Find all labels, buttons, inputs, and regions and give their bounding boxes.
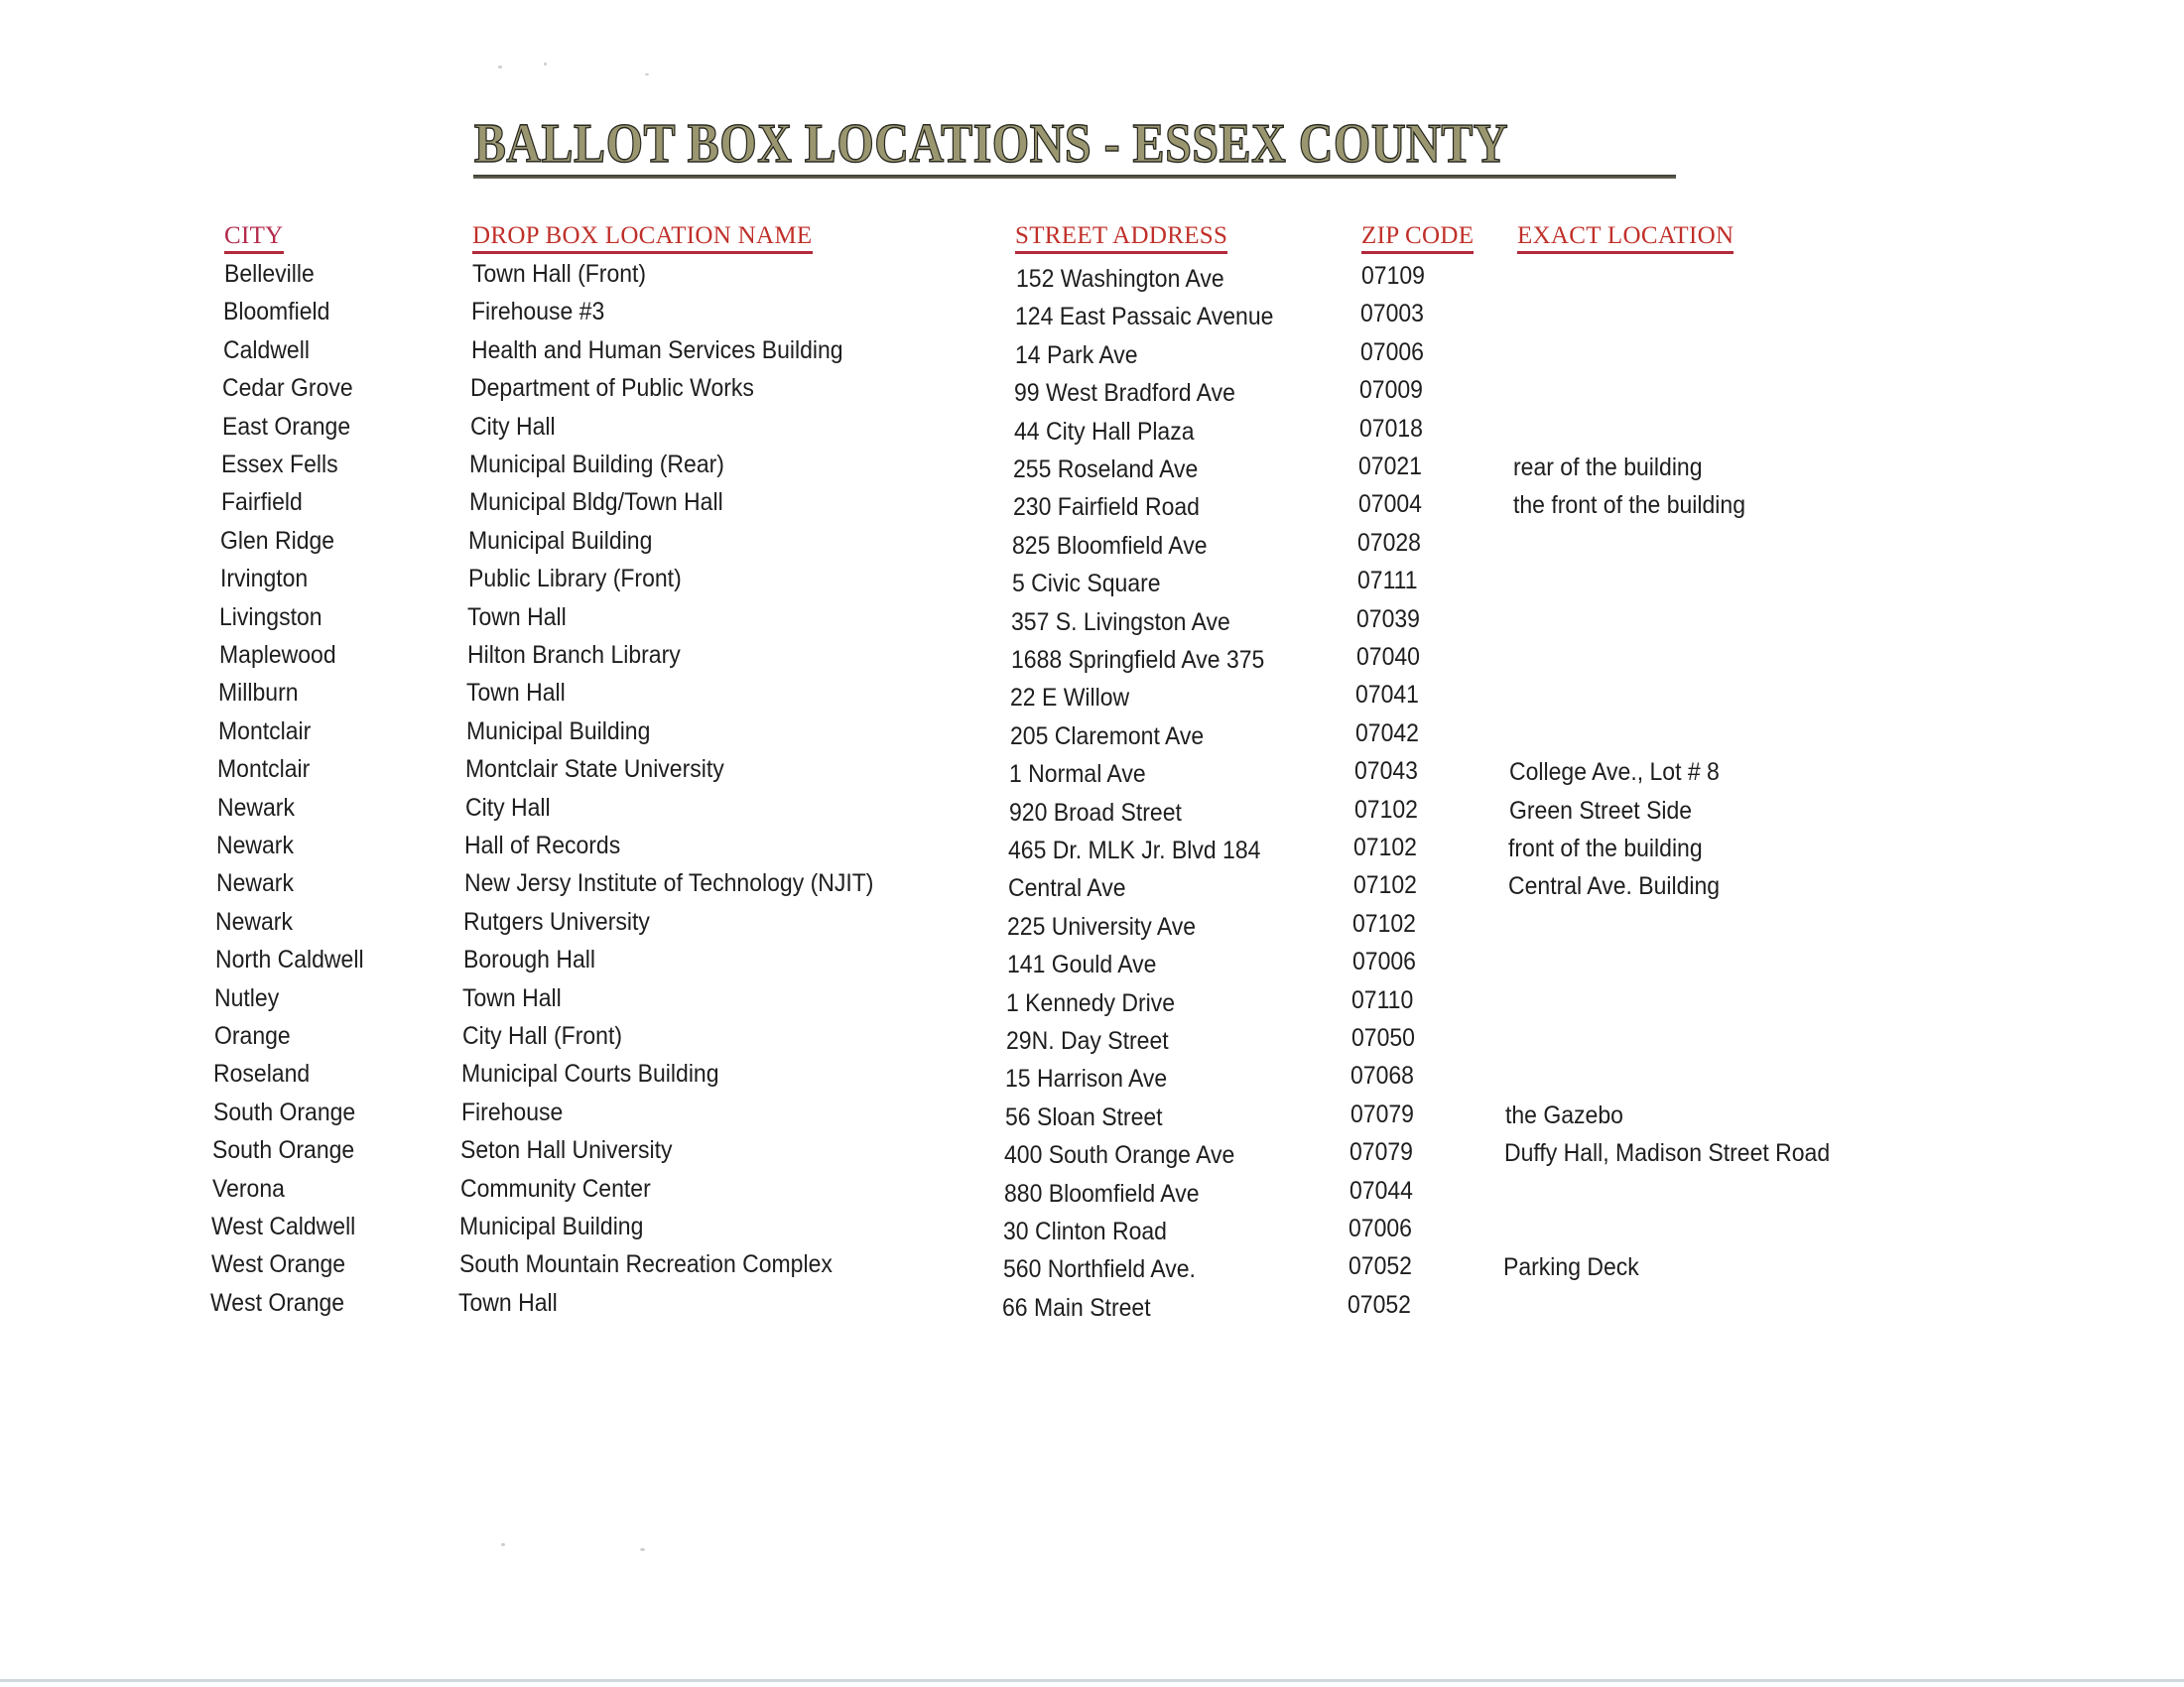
location-name-cell: Health and Human Services Building xyxy=(471,336,843,364)
zip-code-cell: 07028 xyxy=(1357,529,1421,557)
column-header-location-name: DROP BOX LOCATION NAME xyxy=(472,222,813,254)
table-row xyxy=(211,1248,2184,1284)
table-row xyxy=(211,1211,2184,1246)
table-row xyxy=(215,906,2184,942)
city-cell: Newark xyxy=(217,794,295,822)
page-title: BALLOT BOX LOCATIONS - ESSEX COUNTY xyxy=(473,113,1509,175)
city-cell: Orange xyxy=(214,1022,291,1050)
zip-code-cell: 07004 xyxy=(1358,490,1422,518)
city-cell: Millburn xyxy=(218,679,299,707)
street-address-cell: 880 Bloomfield Ave xyxy=(1004,1180,1200,1208)
table-row xyxy=(223,334,2184,370)
location-name-cell: Municipal Building xyxy=(466,717,651,745)
street-address-cell: Central Ave xyxy=(1008,874,1126,902)
table-row xyxy=(214,1020,2184,1056)
city-cell: Bloomfield xyxy=(223,298,330,325)
table-row xyxy=(217,753,2184,789)
zip-code-cell: 07109 xyxy=(1361,262,1425,290)
zip-code-cell: 07044 xyxy=(1349,1177,1413,1205)
location-name-cell: City Hall (Front) xyxy=(462,1022,623,1050)
table-row xyxy=(217,792,2184,828)
scan-artifact xyxy=(645,73,649,75)
street-address-cell: 825 Bloomfield Ave xyxy=(1012,532,1208,560)
zip-code-cell: 07040 xyxy=(1356,643,1420,671)
table-row xyxy=(213,1058,2184,1094)
table-row xyxy=(210,1287,2184,1323)
street-address-cell: 99 West Bradford Ave xyxy=(1014,379,1235,407)
zip-code-cell: 07050 xyxy=(1351,1024,1415,1052)
street-address-cell: 15 Harrison Ave xyxy=(1005,1065,1168,1093)
city-cell: Cedar Grove xyxy=(222,374,353,402)
location-name-cell: Town Hall xyxy=(467,603,567,631)
zip-code-cell: 07102 xyxy=(1354,796,1418,824)
location-name-cell: New Jersy Institute of Technology (NJIT) xyxy=(464,869,874,897)
zip-code-cell: 07102 xyxy=(1353,871,1417,899)
column-header-street-address: STREET ADDRESS xyxy=(1015,222,1227,254)
location-name-cell: Municipal Building xyxy=(468,527,653,555)
zip-code-cell: 07079 xyxy=(1349,1138,1413,1166)
table-row xyxy=(215,944,2184,979)
city-cell: Roseland xyxy=(213,1060,311,1088)
table-row xyxy=(219,639,2184,675)
city-cell: Montclair xyxy=(217,755,311,783)
table-row xyxy=(212,1134,2184,1170)
scan-artifact xyxy=(498,65,502,68)
street-address-cell: 465 Dr. MLK Jr. Blvd 184 xyxy=(1008,837,1261,864)
city-cell: Fairfield xyxy=(221,488,303,516)
city-cell: Newark xyxy=(215,908,293,936)
zip-code-cell: 07041 xyxy=(1355,681,1419,709)
exact-location-cell: the front of the building xyxy=(1513,491,1746,519)
table-row xyxy=(214,982,2184,1018)
location-name-cell: Town Hall xyxy=(462,984,562,1012)
table-row xyxy=(221,449,2184,484)
street-address-cell: 1688 Springfield Ave 375 xyxy=(1011,646,1265,674)
table-row xyxy=(220,525,2184,561)
location-name-cell: Hall of Records xyxy=(464,832,621,859)
location-name-cell: South Mountain Recreation Complex xyxy=(459,1250,833,1278)
city-cell: Livingston xyxy=(219,603,322,631)
location-name-cell: Montclair State University xyxy=(465,755,724,783)
exact-location-cell: Duffy Hall, Madison Street Road xyxy=(1504,1139,1831,1167)
location-name-cell: Department of Public Works xyxy=(470,374,754,402)
city-cell: West Orange xyxy=(210,1289,345,1317)
exact-location-cell: the Gazebo xyxy=(1505,1102,1623,1129)
location-name-cell: Public Library (Front) xyxy=(468,565,682,592)
zip-code-cell: 07042 xyxy=(1355,719,1419,747)
location-name-cell: Town Hall xyxy=(458,1289,558,1317)
city-cell: Maplewood xyxy=(219,641,336,669)
zip-code-cell: 07110 xyxy=(1351,986,1414,1014)
street-address-cell: 1 Kennedy Drive xyxy=(1006,989,1176,1017)
city-cell: Newark xyxy=(216,869,294,897)
city-cell: Caldwell xyxy=(223,336,310,364)
location-name-cell: Firehouse xyxy=(461,1099,564,1126)
exact-location-cell: front of the building xyxy=(1508,835,1703,862)
city-cell: Belleville xyxy=(224,260,315,288)
city-cell: Montclair xyxy=(218,717,312,745)
column-header-exact-location: EXACT LOCATION xyxy=(1517,222,1734,254)
exact-location-cell: Parking Deck xyxy=(1503,1253,1639,1281)
zip-code-cell: 07021 xyxy=(1358,453,1422,480)
table-row xyxy=(222,411,2184,447)
zip-code-cell: 07102 xyxy=(1352,910,1416,938)
city-cell: Nutley xyxy=(214,984,280,1012)
street-address-cell: 124 East Passaic Avenue xyxy=(1015,303,1274,330)
city-cell: West Orange xyxy=(211,1250,346,1278)
city-cell: North Caldwell xyxy=(215,946,364,973)
table-row xyxy=(218,677,2184,713)
street-address-cell: 920 Broad Street xyxy=(1009,799,1182,827)
city-cell: East Orange xyxy=(222,413,351,441)
city-cell: Irvington xyxy=(220,565,309,592)
location-name-cell: Borough Hall xyxy=(463,946,595,973)
column-header-zip-code: ZIP CODE xyxy=(1361,222,1474,254)
zip-code-cell: 07009 xyxy=(1359,376,1423,404)
zip-code-cell: 07079 xyxy=(1350,1101,1414,1128)
table-row xyxy=(212,1173,2184,1209)
table-row xyxy=(222,372,2184,408)
street-address-cell: 560 Northfield Ave. xyxy=(1003,1255,1196,1283)
street-address-cell: 205 Claremont Ave xyxy=(1010,722,1205,750)
city-cell: Verona xyxy=(212,1175,285,1203)
table-row xyxy=(221,486,2184,522)
location-name-cell: Municipal Building xyxy=(459,1213,644,1240)
zip-code-cell: 07111 xyxy=(1357,567,1418,594)
table-row xyxy=(216,830,2184,865)
zip-code-cell: 07043 xyxy=(1354,757,1418,785)
scan-bottom-edge xyxy=(0,1679,2184,1682)
street-address-cell: 22 E Willow xyxy=(1010,684,1130,712)
street-address-cell: 1 Normal Ave xyxy=(1009,760,1146,788)
scan-artifact xyxy=(501,1543,505,1546)
location-name-cell: Rutgers University xyxy=(463,908,650,936)
location-name-cell: Municipal Building (Rear) xyxy=(469,451,724,478)
street-address-cell: 14 Park Ave xyxy=(1015,341,1138,369)
column-header-city: CITY xyxy=(224,222,284,254)
exact-location-cell: Central Ave. Building xyxy=(1508,872,1721,900)
table-row xyxy=(219,601,2184,637)
exact-location-cell: rear of the building xyxy=(1513,454,1703,481)
location-name-cell: Firehouse #3 xyxy=(471,298,605,325)
street-address-cell: 400 South Orange Ave xyxy=(1004,1141,1235,1169)
city-cell: South Orange xyxy=(212,1136,355,1164)
location-name-cell: Municipal Courts Building xyxy=(461,1060,719,1088)
street-address-cell: 5 Civic Square xyxy=(1012,570,1161,597)
table-row xyxy=(220,563,2184,598)
city-cell: Glen Ridge xyxy=(220,527,335,555)
street-address-cell: 357 S. Livingston Ave xyxy=(1011,608,1230,636)
location-name-cell: Town Hall (Front) xyxy=(472,260,647,288)
zip-code-cell: 07052 xyxy=(1349,1252,1412,1280)
zip-code-cell: 07018 xyxy=(1359,415,1423,443)
street-address-cell: 141 Gould Ave xyxy=(1007,951,1157,978)
city-cell: South Orange xyxy=(213,1099,356,1126)
zip-code-cell: 07052 xyxy=(1348,1291,1411,1319)
street-address-cell: 152 Washington Ave xyxy=(1016,265,1224,293)
street-address-cell: 66 Main Street xyxy=(1002,1294,1151,1322)
table-row xyxy=(223,296,2184,331)
zip-code-cell: 07102 xyxy=(1353,834,1417,861)
street-address-cell: 29N. Day Street xyxy=(1006,1027,1169,1055)
location-name-cell: Municipal Bldg/Town Hall xyxy=(469,488,723,516)
zip-code-cell: 07006 xyxy=(1360,338,1424,366)
street-address-cell: 255 Roseland Ave xyxy=(1013,455,1199,483)
table-row xyxy=(218,715,2184,751)
exact-location-cell: Green Street Side xyxy=(1509,797,1693,825)
location-name-cell: Community Center xyxy=(460,1175,651,1203)
table-row xyxy=(224,258,2184,294)
table-row xyxy=(213,1097,2184,1132)
zip-code-cell: 07006 xyxy=(1352,948,1416,975)
street-address-cell: 44 City Hall Plaza xyxy=(1014,418,1195,446)
location-name-cell: Seton Hall University xyxy=(460,1136,673,1164)
location-name-cell: City Hall xyxy=(465,794,551,822)
scan-artifact xyxy=(640,1548,645,1551)
table-row xyxy=(216,867,2184,903)
location-name-cell: City Hall xyxy=(470,413,556,441)
scan-artifact xyxy=(544,63,547,65)
street-address-cell: 30 Clinton Road xyxy=(1003,1218,1167,1245)
zip-code-cell: 07039 xyxy=(1356,605,1420,633)
location-name-cell: Hilton Branch Library xyxy=(467,641,681,669)
city-cell: West Caldwell xyxy=(211,1213,356,1240)
location-name-cell: Town Hall xyxy=(466,679,566,707)
exact-location-cell: College Ave., Lot # 8 xyxy=(1509,758,1720,786)
street-address-cell: 225 University Ave xyxy=(1007,913,1197,941)
street-address-cell: 56 Sloan Street xyxy=(1005,1103,1163,1131)
street-address-cell: 230 Fairfield Road xyxy=(1013,493,1200,521)
zip-code-cell: 07006 xyxy=(1349,1215,1412,1242)
city-cell: Essex Fells xyxy=(221,451,338,478)
zip-code-cell: 07068 xyxy=(1350,1062,1414,1090)
city-cell: Newark xyxy=(216,832,294,859)
zip-code-cell: 07003 xyxy=(1360,300,1424,327)
